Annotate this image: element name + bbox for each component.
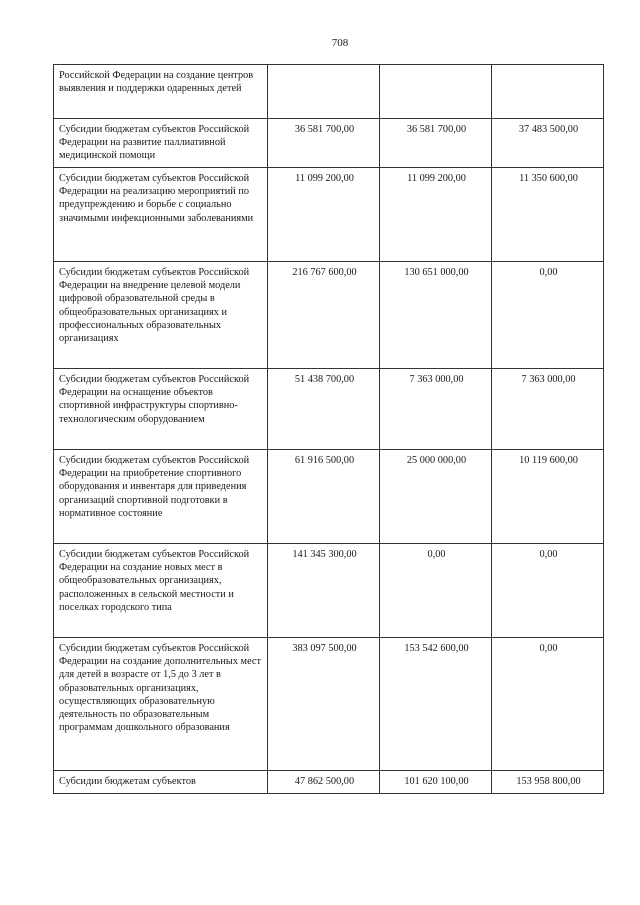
table-row	[54, 450, 604, 544]
amount-year-1: 61 916 500,00	[268, 450, 380, 544]
table-row	[54, 119, 604, 168]
amount-year-1: 383 097 500,00	[268, 638, 380, 771]
amount-year-1: 47 862 500,00	[268, 771, 380, 794]
amount-year-3: 7 363 000,00	[492, 369, 604, 450]
amount-year-3: 0,00	[492, 638, 604, 771]
amount-year-1: 36 581 700,00	[268, 119, 380, 168]
amount-year-2: 25 000 000,00	[380, 450, 492, 544]
table-row	[54, 65, 604, 119]
amount-year-2: 130 651 000,00	[380, 262, 492, 369]
amount-year-1: 216 767 600,00	[268, 262, 380, 369]
subsidy-description: Субсидии бюджетам субъектов Российской Федерации на создание новых мест в общеобразовательных организациях, расположенных в сельской местности и поселках городского типа	[54, 544, 268, 638]
amount-year-2: 36 581 700,00	[380, 119, 492, 168]
amount-year-2: 153 542 600,00	[380, 638, 492, 771]
table-row	[54, 168, 604, 262]
amount-year-3	[492, 65, 604, 119]
subsidy-description: Российской Федерации на создание центров выявления и поддержки одаренных детей	[54, 65, 268, 119]
table-row	[54, 638, 604, 771]
amount-year-2	[380, 65, 492, 119]
amount-year-2: 101 620 100,00	[380, 771, 492, 794]
amount-year-1: 141 345 300,00	[268, 544, 380, 638]
amount-year-2: 0,00	[380, 544, 492, 638]
amount-year-3: 153 958 800,00	[492, 771, 604, 794]
amount-year-2: 11 099 200,00	[380, 168, 492, 262]
amount-year-3: 37 483 500,00	[492, 119, 604, 168]
budget-table	[53, 64, 604, 794]
subsidy-description: Субсидии бюджетам субъектов Российской Федерации на внедрение целевой модели цифровой образовательной среды в общеобразовательных организациях и профессиональных образовательных организациях	[54, 262, 268, 369]
amount-year-3: 11 350 600,00	[492, 168, 604, 262]
subsidy-description: Субсидии бюджетам субъектов Российской Федерации на приобретение спортивного оборудования и инвентаря для приведения организаций спортивной подготовки в нормативное состояние	[54, 450, 268, 544]
subsidy-description: Субсидии бюджетам субъектов Российской Федерации на оснащение объектов спортивной инфраструктуры спортивно-технологическим оборудованием	[54, 369, 268, 450]
amount-year-2: 7 363 000,00	[380, 369, 492, 450]
table-row	[54, 369, 604, 450]
amount-year-1: 11 099 200,00	[268, 168, 380, 262]
table-row	[54, 771, 604, 794]
amount-year-3: 10 119 600,00	[492, 450, 604, 544]
subsidy-description: Субсидии бюджетам субъектов Российской Федерации на создание дополнительных мест для детей в возрасте от 1,5 до 3 лет в образовательных организациях, осуществляющих образовательную деятельность по образовательным программам дошкольного образования	[54, 638, 268, 771]
amount-year-3: 0,00	[492, 544, 604, 638]
amount-year-3: 0,00	[492, 262, 604, 369]
subsidy-description: Субсидии бюджетам субъектов	[54, 771, 268, 794]
subsidy-description: Субсидии бюджетам субъектов Российской Федерации на реализацию мероприятий по предупреждению и борьбе с социально значимыми инфекционными заболеваниями	[54, 168, 268, 262]
table-row	[54, 544, 604, 638]
subsidy-description: Субсидии бюджетам субъектов Российской Федерации на развитие паллиативной медицинской помощи	[54, 119, 268, 168]
table-row	[54, 262, 604, 369]
amount-year-1	[268, 65, 380, 119]
page-number: 708	[331, 37, 349, 49]
amount-year-1: 51 438 700,00	[268, 369, 380, 450]
